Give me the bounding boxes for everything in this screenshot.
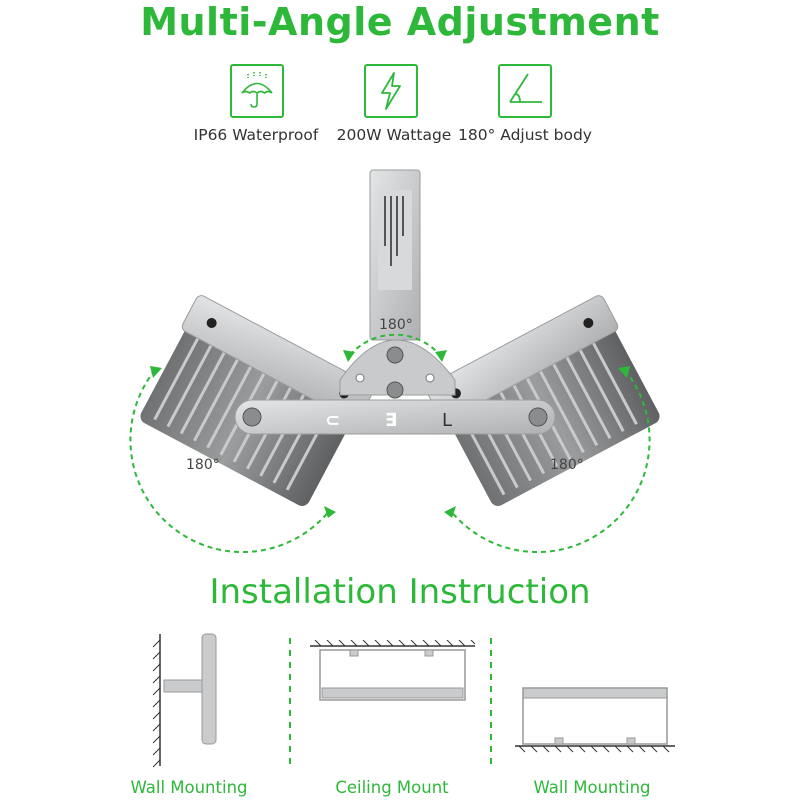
svg-text:⊂: ⊂: [325, 410, 341, 431]
page-title: Multi-Angle Adjustment: [140, 0, 660, 44]
umbrella-icon: [230, 64, 284, 118]
svg-text:L: L: [442, 410, 453, 431]
angle-label-top: 180°: [379, 317, 413, 333]
feature-label-adjust: 180° Adjust body: [458, 126, 592, 144]
feature-label-waterproof: IP66 Waterproof: [193, 126, 319, 144]
lightning-icon: [364, 64, 418, 118]
install-label-ceiling: Ceiling Mount: [335, 778, 449, 797]
install-label-wall-2: Wall Mounting: [533, 778, 651, 797]
wall-mount-diagram: [140, 630, 240, 770]
divider: [289, 638, 291, 770]
ceiling-mount-diagram: [310, 640, 475, 710]
install-label-wall-1: Wall Mounting: [130, 778, 248, 797]
product-illustration: [0, 160, 800, 560]
divider: [490, 638, 492, 770]
angle-icon: [498, 64, 552, 118]
angle-label-left: 180°: [186, 457, 220, 473]
svg-text:∃: ∃: [385, 410, 398, 431]
angle-label-right: 180°: [550, 457, 584, 473]
floor-mount-diagram: [515, 684, 675, 754]
feature-label-wattage: 200W Wattage: [336, 126, 452, 144]
installation-title: Installation Instruction: [209, 572, 591, 612]
